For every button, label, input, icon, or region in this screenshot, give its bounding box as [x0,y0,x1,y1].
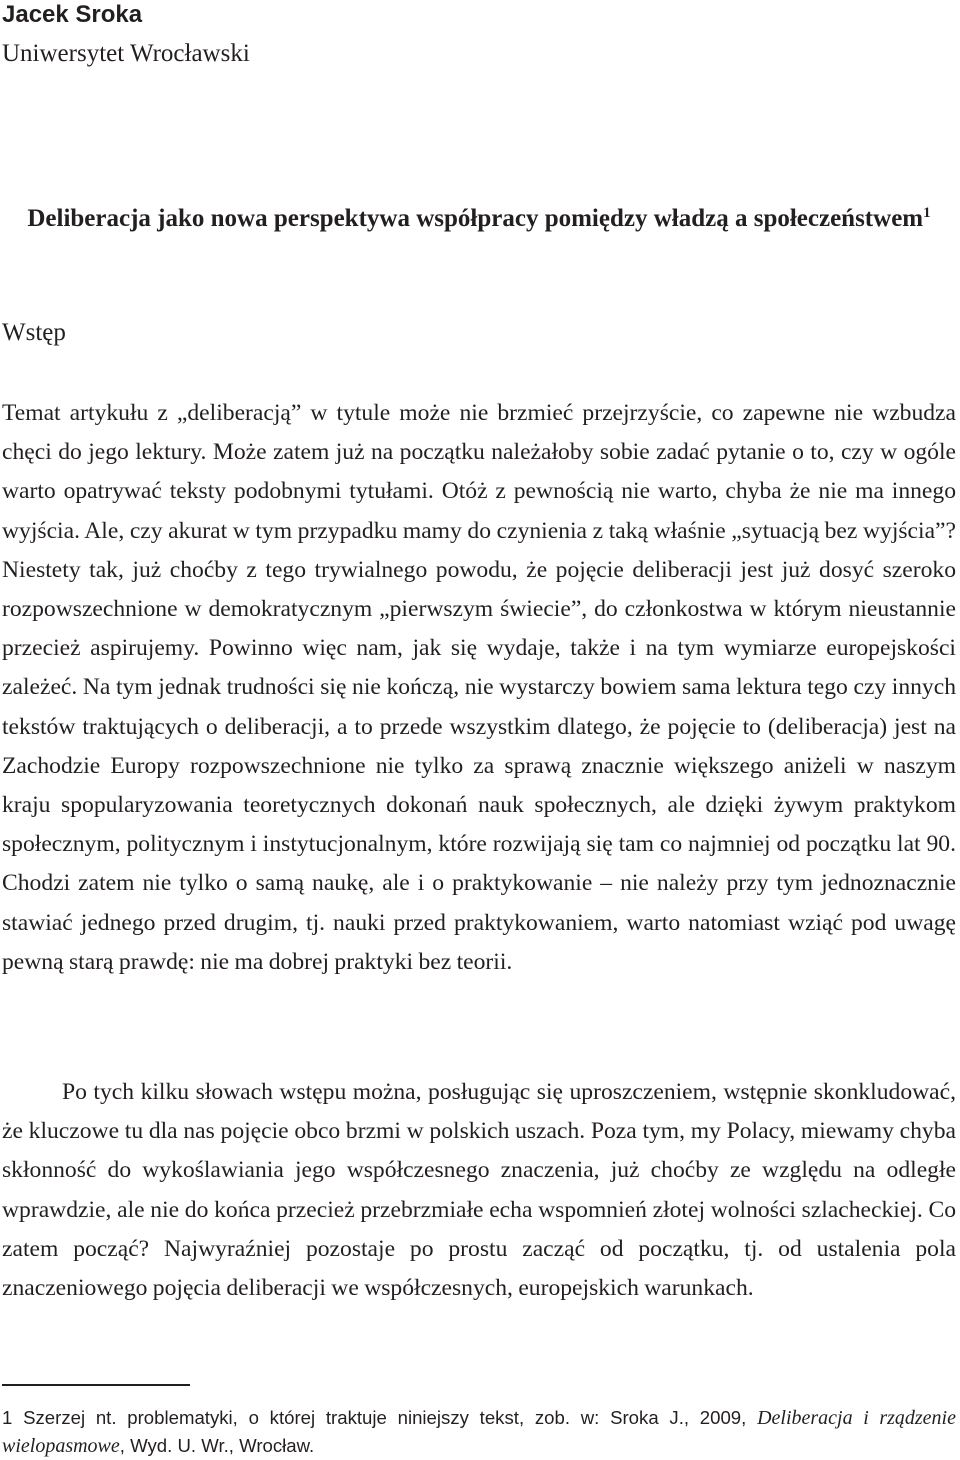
footnote-publisher: , Wyd. U. Wr., Wrocław. [119,1435,315,1456]
section-heading: Wstęp [2,319,66,346]
footnote-divider [2,1384,190,1386]
author-affiliation: Uniwersytet Wrocławski [2,40,250,67]
footnote-number: 1 [2,1407,13,1428]
article-title-text: Deliberacja jako nowa perspektywa współpracy pomiędzy władzą a społeczeństwem [27,205,924,232]
body-paragraph-1: Temat artykułu z „deliberacją” w tytule może nie brzmieć przejrzyście, co zapewne nie wzbudza chęci do jego lektury. Może zatem już na początku należałoby sobie zadać pytanie o to, czy w ogóle warto opatrywać teksty podobnymi tytułami. Otóż z pewnością nie warto, chyba że nie ma innego wyjścia. Ale, czy akurat w tym przypadku mamy do czynienia z taką właśnie „sytuacją bez wyjścia”? Niestety tak, już choćby z tego trywialnego powodu, że pojęcie deliberacji jest już dosyć szeroko rozpowszechnione w demokratycznym „pierwszym świecie”, do członkostwa w którym nieustannie przecież aspirujemy. Powinno więc nam, jak się wydaje, także i na tym wymiarze europejskości zależeć. Na tym jednak trudności się nie kończą, nie wystarczy bowiem sama lektura tego czy innych tekstów traktujących o deliberacji, a to przede wszystkim dlatego, że pojęcie to (deliberacja) jest na Zachodzie Europy rozpowszechnione nie tylko za sprawą znacznie większego aniżeli w naszym kraju spopularyzowania teoretycznych dokonań nauk społecznych, ale dzięki żywym praktykom społecznym, politycznym i instytucjonalnym, które rozwijają się tam co najmniej od początku lat 90. Chodzi zatem nie tylko o samą naukę, ale i o praktykowanie – nie należy przy tym jednoznacznie stawiać jednego przed drugim, tj. nauki przed praktykowaniem, warto natomiast wziąć pod uwagę pewną starą prawdę: nie ma dobrej praktyki bez teorii. [2,400,956,975]
footnote [2,1404,956,1460]
footnote-reference[interactable]: 1 [923,205,931,221]
author-name: Jacek Sroka [2,1,143,28]
footnote-cited-title: Deliberacja i rządzenie wielopasmowe [2,1407,956,1457]
footnote-text: Szerzej nt. problematyki, o której traktuje niniejszy tekst, zob. w: Sroka J., 2009, [23,1407,747,1428]
article-title [0,198,958,240]
body-paragraph-2: Po tych kilku słowach wstępu można, posługując się uproszczeniem, wstępnie skonkludować, że kluczowe tu dla nas pojęcie obco brzmi w polskich uszach. Poza tym, my Polacy, miewamy chyba skłonność do wykoślawiania jego współczesnego znaczenia, już choćby ze względu na odległe wprawdzie, ale nie do końca przecież przebrzmiałe echa wspomnień złotej wolności szlacheckiej. Co zatem począć? Najwyraźniej pozostaje po prostu zacząć od początku, tj. od ustalenia pola znaczeniowego pojęcia deliberacji we współczesnych, europejskich warunkach. [2,1079,956,1302]
